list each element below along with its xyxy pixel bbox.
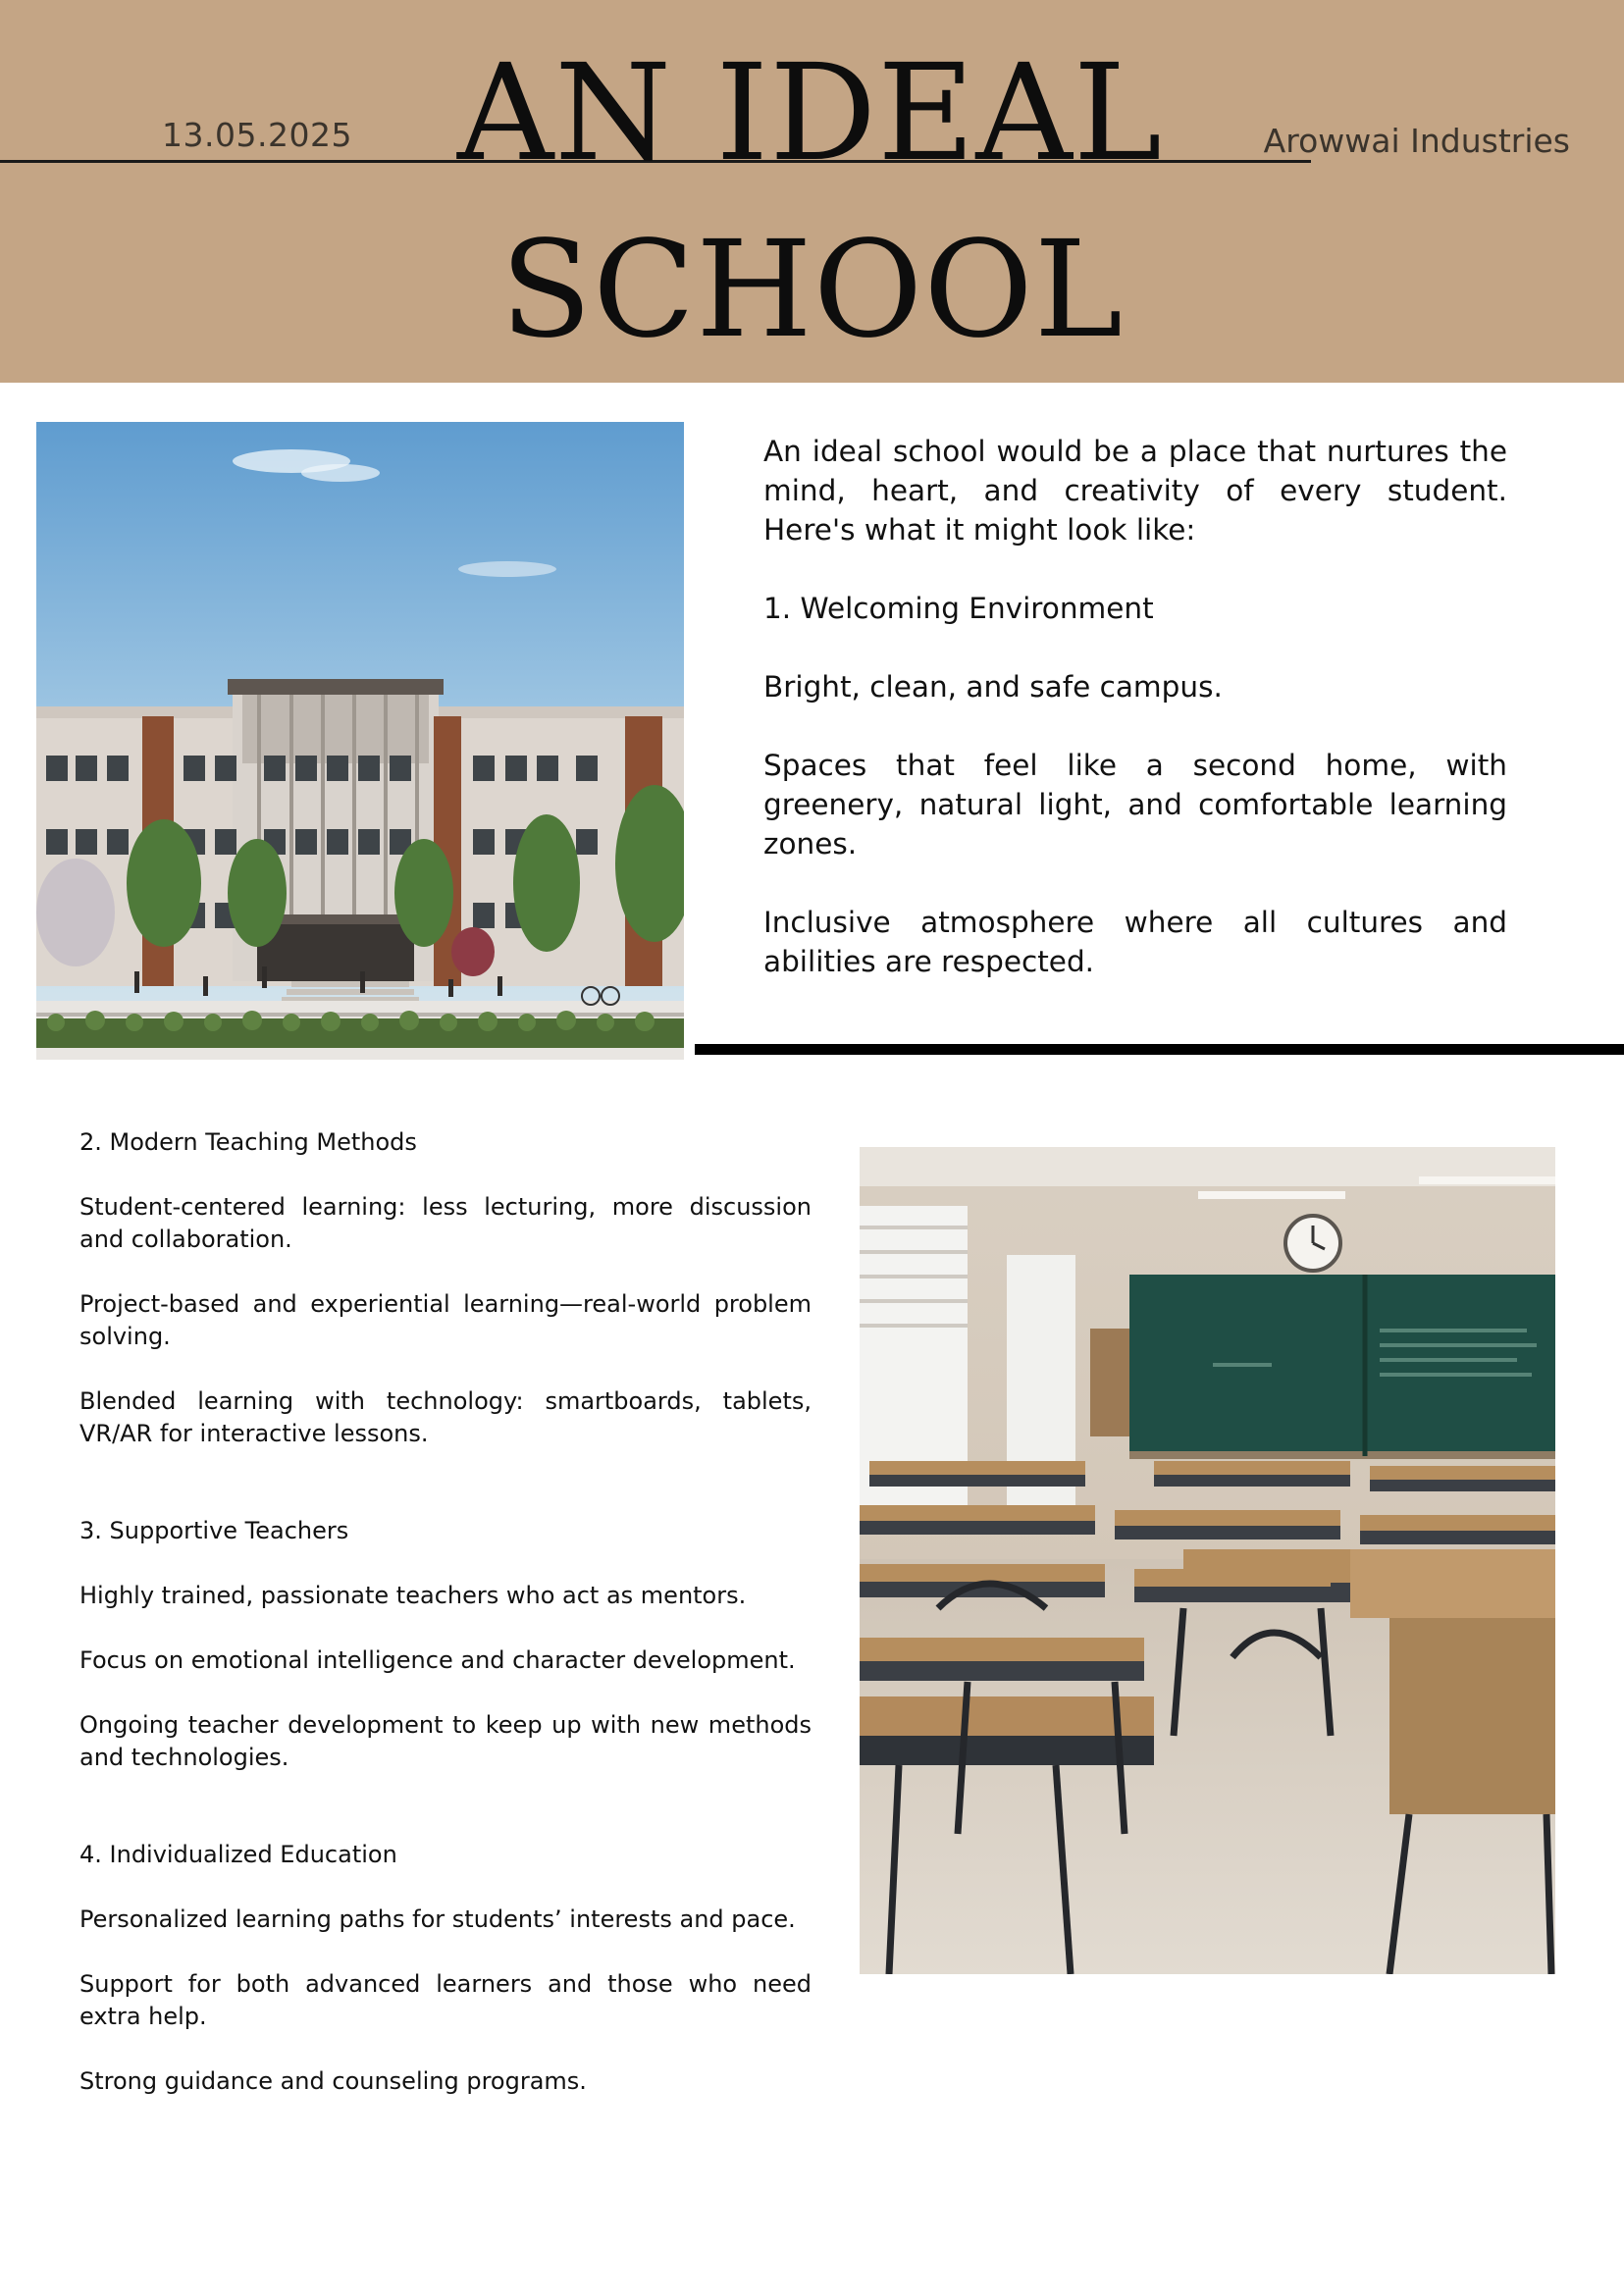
list-item: Strong guidance and counseling programs. [79, 2067, 587, 2095]
header-band [0, 0, 1624, 383]
title-line-1: AN IDEAL [456, 36, 1163, 191]
company-name: Arowwai Industries [1263, 122, 1570, 160]
school-building-photo [36, 422, 684, 1060]
intro-paragraph: Bright, clean, and safe campus. [763, 670, 1223, 704]
list-item: Support for both advanced learners and those who need extra help. [79, 1970, 812, 2030]
section-heading-individualized: 4. Individualized Education [79, 1841, 397, 1868]
list-item: Highly trained, passionate teachers who act as mentors. [79, 1582, 747, 1609]
section-heading-supportive-teachers: 3. Supportive Teachers [79, 1517, 349, 1544]
list-item: Ongoing teacher development to keep up with new methods and technologies. [79, 1711, 812, 1771]
section-divider [695, 1044, 1624, 1055]
list-item: Student-centered learning: less lecturing, more discussion and collaboration. [79, 1193, 812, 1253]
section-heading-modern-teaching: 2. Modern Teaching Methods [79, 1128, 417, 1156]
title-line-2: SCHOOL [499, 213, 1125, 368]
issue-date: 13.05.2025 [162, 116, 352, 154]
intro-paragraph: Inclusive atmosphere where all cultures and abilities are respected. [763, 906, 1507, 978]
body-column [79, 1126, 812, 2130]
intro-paragraph: An ideal school would be a place that nurtures the mind, heart, and creativity of every student. Here's what it might look like: [763, 435, 1507, 547]
section-heading-welcoming: 1. Welcoming Environment [763, 592, 1154, 625]
intro-text [763, 432, 1507, 1020]
list-item: Personalized learning paths for students’ interests and pace. [79, 1905, 796, 1933]
list-item: Project-based and experiential learning—real-world problem solving. [79, 1290, 812, 1350]
classroom-photo [860, 1147, 1555, 1974]
list-item: Blended learning with technology: smartboards, tablets, VR/AR for interactive lessons. [79, 1387, 812, 1447]
intro-paragraph: Spaces that feel like a second home, with greenery, natural light, and comfortable learning zones. [763, 749, 1507, 861]
list-item: Focus on emotional intelligence and character development. [79, 1646, 796, 1674]
